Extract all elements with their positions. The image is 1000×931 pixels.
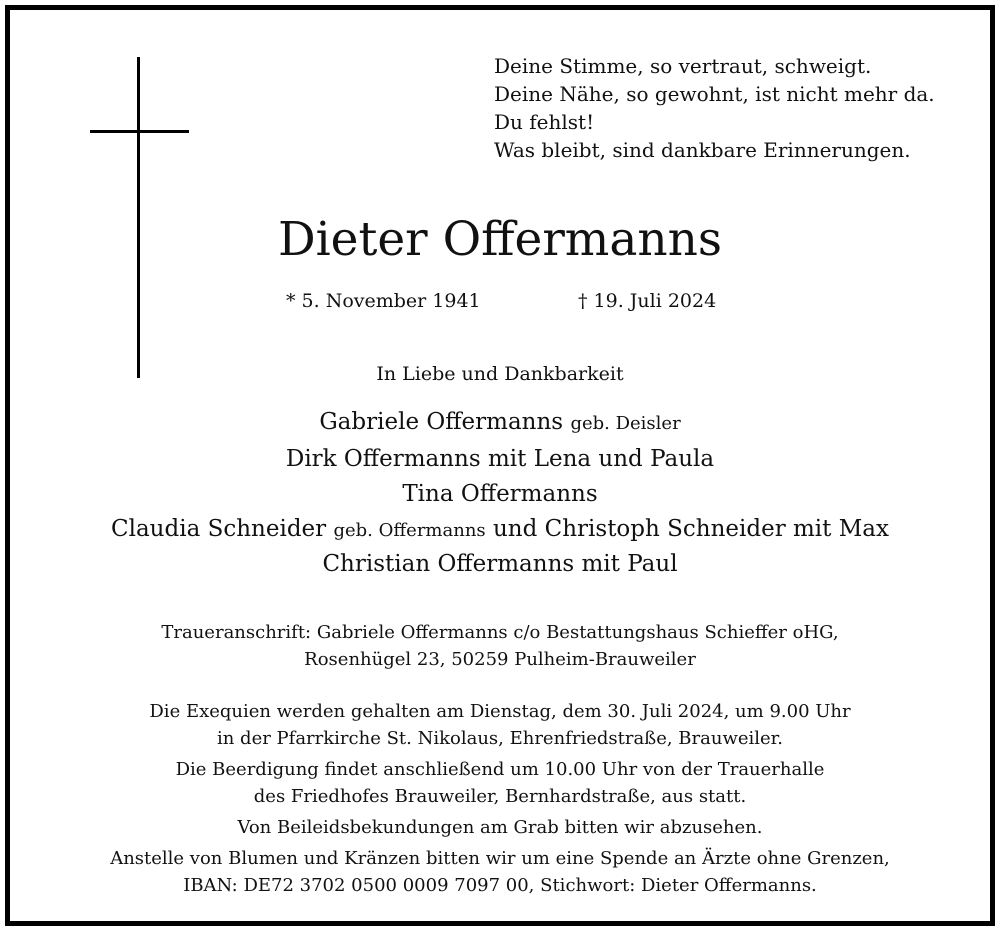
- maiden-name-note: geb. Deisler: [570, 413, 681, 434]
- mourning-address-line: Rosenhügel 23, 50259 Pulheim-Brauweiler: [304, 649, 696, 670]
- condolence-note: Von Beileidsbekundungen am Grab bitten wir abzusehen.: [237, 817, 763, 838]
- family-member-line: [0, 514, 1000, 546]
- deceased-name: Dieter Offermanns: [277, 212, 723, 267]
- family-member-line: Christian Offermanns mit Paul: [322, 551, 678, 577]
- birth-date: * 5. November 1941: [286, 290, 481, 312]
- family-member-name: und Christoph Schneider mit Max: [492, 516, 889, 542]
- cross-icon-horizontal-bar: [90, 130, 189, 133]
- poem-line: Deine Stimme, so vertraut, schweigt.: [494, 54, 872, 78]
- poem: [494, 52, 935, 164]
- maiden-name-note: geb. Offermanns: [333, 520, 486, 541]
- poem-line: Was bleibt, sind dankbare Erinnerungen.: [494, 138, 911, 162]
- service-info-line: in der Pfarrkirche St. Nikolaus, Ehrenfriedstraße, Brauweiler.: [216, 728, 784, 749]
- family-member-line: [0, 407, 1000, 439]
- family-member-name: Claudia Schneider: [111, 516, 327, 542]
- family-member-line: Dirk Offermanns mit Lena und Paula: [285, 446, 715, 472]
- poem-line: Deine Nähe, so gewohnt, ist nicht mehr da.: [494, 82, 935, 106]
- family-member-line: Tina Offermanns: [402, 481, 598, 507]
- burial-info-line: Die Beerdigung findet anschließend um 10.00 Uhr von der Trauerhalle: [175, 759, 825, 780]
- service-info-line: Die Exequien werden gehalten am Dienstag, dem 30. Juli 2024, um 9.00 Uhr: [149, 701, 851, 722]
- mourning-address-line: Traueranschrift: Gabriele Offermanns c/o Bestattungshaus Schieffer oHG,: [161, 622, 839, 643]
- burial-info-line: des Friedhofes Brauweiler, Bernhardstraße, aus statt.: [253, 786, 747, 807]
- family-member-name: Gabriele Offermanns: [319, 409, 564, 435]
- death-date: † 19. Juli 2024: [578, 290, 717, 312]
- poem-line: Du fehlst!: [494, 110, 595, 134]
- donation-info-line: IBAN: DE72 3702 0500 0009 7097 00, Stichwort: Dieter Offermanns.: [183, 875, 817, 896]
- donation-info-line: Anstelle von Blumen und Kränzen bitten wir um eine Spende an Ärzte ohne Grenzen,: [110, 848, 890, 869]
- dedication: In Liebe und Dankbarkeit: [376, 363, 624, 385]
